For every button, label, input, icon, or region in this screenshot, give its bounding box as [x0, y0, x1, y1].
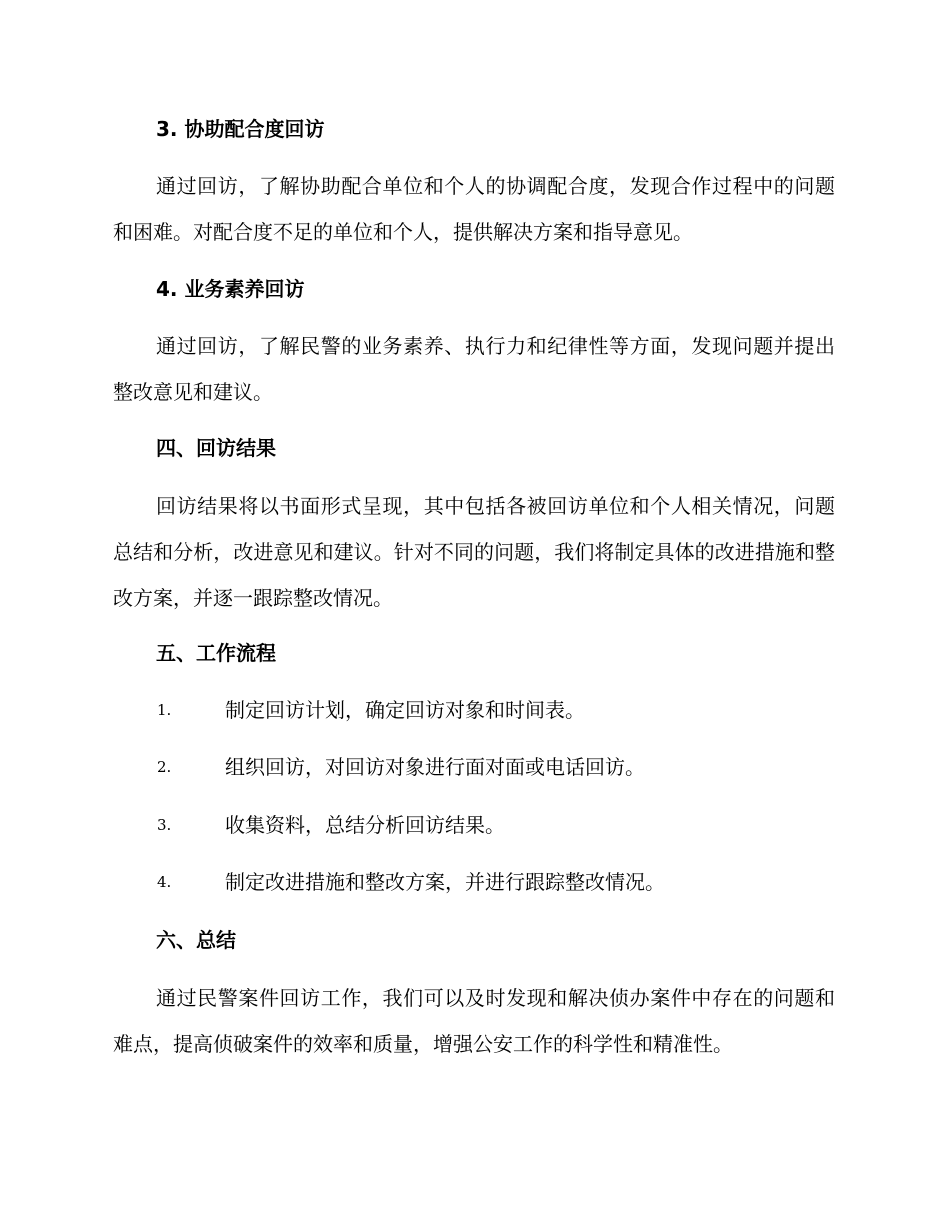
paragraph-review-results: 回访结果将以书面形式呈现，其中包括各被回访单位和个人相关情况，问题总结和分析，改进意见和建议。针对不同的问题，我们将制定具体的改进措施和整改方案，并逐一跟踪整改情况。: [113, 494, 835, 610]
section-heading-review-results: 四、回访结果: [156, 436, 276, 460]
list-item-number: 2.: [157, 758, 172, 776]
section-heading-summary: 六、总结: [156, 928, 236, 952]
section-heading-professional-review: 4. 业务素养回访: [156, 277, 305, 301]
document-page: [113, 0, 835, 1230]
list-item: [113, 752, 835, 782]
list-item: [113, 867, 835, 897]
paragraph-professional-review: 通过回访，了解民警的业务素养、执行力和纪律性等方面，发现问题并提出整改意见和建议。: [113, 334, 835, 404]
list-item: [113, 695, 835, 725]
list-item-text: 收集资料，总结分析回访结果。: [225, 813, 505, 837]
paragraph-summary: 通过民警案件回访工作，我们可以及时发现和解决侦办案件中存在的问题和难点，提高侦破案件的效率和质量，增强公安工作的科学性和精准性。: [113, 986, 835, 1056]
paragraph-cooperation-review: 通过回访，了解协助配合单位和个人的协调配合度，发现合作过程中的问题和困难。对配合度不足的单位和个人，提供解决方案和指导意见。: [113, 174, 835, 244]
list-item-number: 1.: [157, 701, 172, 719]
section-heading-cooperation-review: 3. 协助配合度回访: [156, 117, 325, 141]
section-heading-workflow: 五、工作流程: [156, 641, 276, 665]
list-item-number: 3.: [157, 816, 172, 834]
list-item-text: 组织回访，对回访对象进行面对面或电话回访。: [225, 755, 645, 779]
list-item-text: 制定回访计划，确定回访对象和时间表。: [225, 698, 585, 722]
list-item-number: 4.: [157, 873, 172, 891]
list-item-text: 制定改进措施和整改方案，并进行跟踪整改情况。: [225, 870, 665, 894]
list-item: [113, 810, 835, 840]
